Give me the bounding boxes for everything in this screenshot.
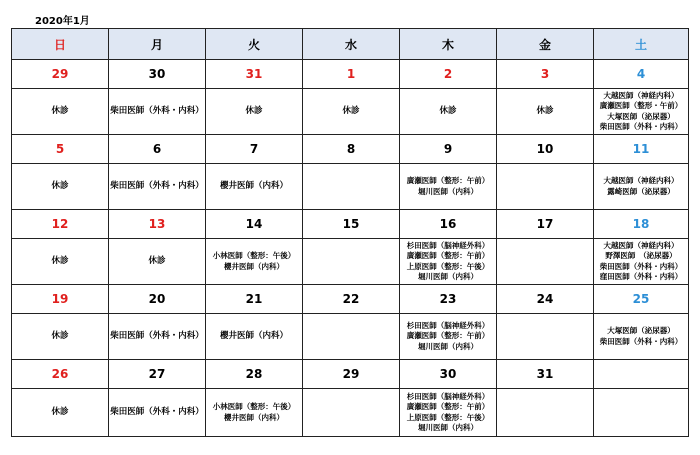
schedule-cell-sunday xyxy=(12,89,109,135)
date-cell-friday: 24 xyxy=(497,285,594,314)
doctor-schedule-line: 上原医師（整形：午後） xyxy=(406,412,490,422)
date-row xyxy=(12,285,689,314)
doctor-schedule-line: 杉田医師（脳神経外科） xyxy=(406,240,490,250)
date-cell-tuesday: 21 xyxy=(206,285,303,314)
schedule-cell-tuesday xyxy=(206,239,303,285)
weekday-wednesday: 水 xyxy=(303,29,400,60)
date-cell-monday: 13 xyxy=(109,210,206,239)
weekday-header-row xyxy=(12,29,689,60)
date-cell-thursday: 30 xyxy=(400,360,497,389)
weekday-monday: 月 xyxy=(109,29,206,60)
doctor-schedule-line: 堀川医師（内科） xyxy=(418,422,478,432)
doctor-schedule-line: 休診 xyxy=(51,330,69,341)
date-cell-saturday xyxy=(594,360,689,389)
doctor-schedule-line: 露崎医師（泌尿器） xyxy=(607,186,675,196)
date-cell-saturday: 18 xyxy=(594,210,689,239)
date-cell-monday: 27 xyxy=(109,360,206,389)
doctor-schedule-line: 柴田医師（外科・内科） xyxy=(110,105,204,116)
schedule-cell-friday xyxy=(497,89,594,135)
calendar-caption: 2020年1月 xyxy=(35,16,90,27)
schedule-cell-friday xyxy=(497,389,594,437)
doctor-schedule-line: 堀川医師（内科） xyxy=(418,186,478,196)
doctor-schedule-line: 休診 xyxy=(342,105,360,116)
doctor-schedule-line: 休診 xyxy=(148,255,166,266)
schedule-cell-monday xyxy=(109,89,206,135)
doctor-schedule-line: 廣瀬医師（整形・午前） xyxy=(599,101,683,111)
date-cell-tuesday: 14 xyxy=(206,210,303,239)
schedule-cell-friday xyxy=(497,239,594,285)
schedule-cell-tuesday xyxy=(206,314,303,360)
date-cell-tuesday: 31 xyxy=(206,60,303,89)
date-row xyxy=(12,360,689,389)
date-cell-thursday: 16 xyxy=(400,210,497,239)
doctor-schedule-line: 上原医師（整形：午後） xyxy=(406,261,490,271)
date-cell-sunday: 5 xyxy=(12,135,109,164)
date-cell-friday: 3 xyxy=(497,60,594,89)
schedule-cell-monday xyxy=(109,389,206,437)
schedule-cell-sunday xyxy=(12,389,109,437)
schedule-cell-thursday xyxy=(400,239,497,285)
schedule-cell-tuesday xyxy=(206,164,303,210)
date-cell-thursday: 9 xyxy=(400,135,497,164)
schedule-cell-saturday xyxy=(594,89,689,135)
schedule-cell-sunday xyxy=(12,164,109,210)
date-cell-friday: 10 xyxy=(497,135,594,164)
doctor-schedule-line: 杉田医師（脳神経外科） xyxy=(406,320,490,330)
doctor-schedule-line: 大越医師（神経内科） xyxy=(603,90,679,100)
date-cell-wednesday: 15 xyxy=(303,210,400,239)
doctor-schedule-line: 野澤医師 （泌尿器） xyxy=(605,251,677,261)
date-cell-wednesday: 1 xyxy=(303,60,400,89)
doctor-schedule-line: 柴田医師（外科・内科） xyxy=(599,121,683,131)
schedule-cell-saturday xyxy=(594,389,689,437)
schedule-cell-wednesday xyxy=(303,239,400,285)
schedule-cell-saturday xyxy=(594,239,689,285)
doctor-schedule-line: 柴田医師（外科・内科） xyxy=(599,336,683,346)
schedule-row xyxy=(12,89,689,135)
date-cell-monday: 6 xyxy=(109,135,206,164)
schedule-cell-thursday xyxy=(400,314,497,360)
doctor-schedule-line: 休診 xyxy=(51,105,69,116)
doctor-schedule-line: 櫻井医師（内科） xyxy=(224,412,284,422)
date-cell-friday: 31 xyxy=(497,360,594,389)
doctor-schedule-line: 休診 xyxy=(51,180,69,191)
schedule-row xyxy=(12,314,689,360)
weekday-sunday: 日 xyxy=(12,29,109,60)
doctor-schedule-line: 休診 xyxy=(245,105,263,116)
schedule-cell-sunday xyxy=(12,239,109,285)
doctor-schedule-line: 柴田医師（外科・内科） xyxy=(110,330,204,341)
doctor-schedule-line: 櫻井医師（内科） xyxy=(224,261,284,271)
doctor-schedule-line: 櫻井医師（内科） xyxy=(219,180,288,191)
schedule-cell-monday xyxy=(109,314,206,360)
schedule-cell-monday xyxy=(109,164,206,210)
date-cell-wednesday: 8 xyxy=(303,135,400,164)
date-row xyxy=(12,60,689,89)
schedule-cell-wednesday xyxy=(303,314,400,360)
doctor-schedule-line: 休診 xyxy=(439,105,457,116)
weekday-tuesday: 火 xyxy=(206,29,303,60)
date-cell-monday: 30 xyxy=(109,60,206,89)
schedule-cell-thursday xyxy=(400,89,497,135)
doctor-schedule-line: 大塚医師（泌尿器） xyxy=(607,111,675,121)
doctor-schedule-line: 廣瀬医師（整形：午前） xyxy=(406,331,490,341)
schedule-cell-monday xyxy=(109,239,206,285)
weekday-friday: 金 xyxy=(497,29,594,60)
date-cell-wednesday: 29 xyxy=(303,360,400,389)
date-cell-monday: 20 xyxy=(109,285,206,314)
doctor-schedule-line: 窪田医師（外科・内科） xyxy=(599,271,683,281)
doctor-schedule-line: 廣瀬医師（整形：午前） xyxy=(406,176,490,186)
schedule-cell-thursday xyxy=(400,164,497,210)
doctor-schedule-line: 休診 xyxy=(536,105,554,116)
doctor-schedule-line: 休診 xyxy=(51,255,69,266)
doctor-schedule-line: 大塚医師（泌尿器） xyxy=(607,326,675,336)
doctor-schedule-line: 大越医師（神経内科） xyxy=(603,176,679,186)
date-cell-saturday: 4 xyxy=(594,60,689,89)
doctor-schedule-line: 大越医師（神経内科） xyxy=(603,240,679,250)
doctor-schedule-line: 休診 xyxy=(51,406,69,417)
doctor-schedule-line: 柴田医師（外科・内科） xyxy=(110,180,204,191)
date-cell-sunday: 29 xyxy=(12,60,109,89)
date-cell-saturday: 25 xyxy=(594,285,689,314)
date-cell-friday: 17 xyxy=(497,210,594,239)
weekday-saturday: 土 xyxy=(594,29,689,60)
schedule-cell-sunday xyxy=(12,314,109,360)
schedule-row xyxy=(12,389,689,437)
schedule-cell-wednesday xyxy=(303,389,400,437)
doctor-schedule-line: 柴田医師（外科・内科） xyxy=(110,406,204,417)
schedule-cell-friday xyxy=(497,164,594,210)
date-cell-tuesday: 28 xyxy=(206,360,303,389)
doctor-schedule-line: 柴田医師（外科・内科） xyxy=(599,261,683,271)
date-cell-saturday: 11 xyxy=(594,135,689,164)
schedule-cell-friday xyxy=(497,314,594,360)
schedule-cell-tuesday xyxy=(206,389,303,437)
schedule-cell-wednesday xyxy=(303,164,400,210)
doctor-schedule-line: 廣瀬医師（整形：午前） xyxy=(406,402,490,412)
date-cell-thursday: 2 xyxy=(400,60,497,89)
schedule-cell-saturday xyxy=(594,314,689,360)
doctor-schedule-line: 小林医師（整形：午後） xyxy=(212,402,296,412)
doctor-schedule-line: 堀川医師（内科） xyxy=(418,341,478,351)
doctor-schedule-line: 杉田医師（脳神経外科） xyxy=(406,391,490,401)
schedule-cell-wednesday xyxy=(303,89,400,135)
date-row xyxy=(12,210,689,239)
schedule-cell-tuesday xyxy=(206,89,303,135)
date-cell-sunday: 19 xyxy=(12,285,109,314)
doctor-schedule-line: 櫻井医師（内科） xyxy=(219,330,288,341)
date-cell-thursday: 23 xyxy=(400,285,497,314)
schedule-row xyxy=(12,239,689,285)
schedule-cell-thursday xyxy=(400,389,497,437)
schedule-row xyxy=(12,164,689,210)
weekday-thursday: 木 xyxy=(400,29,497,60)
doctor-schedule-line: 廣瀬医師（整形：午前） xyxy=(406,251,490,261)
schedule-cell-saturday xyxy=(594,164,689,210)
calendar-table xyxy=(11,28,689,437)
date-cell-tuesday: 7 xyxy=(206,135,303,164)
doctor-schedule-line: 堀川医師（内科） xyxy=(418,271,478,281)
date-row xyxy=(12,135,689,164)
date-cell-wednesday: 22 xyxy=(303,285,400,314)
date-cell-sunday: 26 xyxy=(12,360,109,389)
date-cell-sunday: 12 xyxy=(12,210,109,239)
doctor-schedule-line: 小林医師（整形：午後） xyxy=(212,251,296,261)
